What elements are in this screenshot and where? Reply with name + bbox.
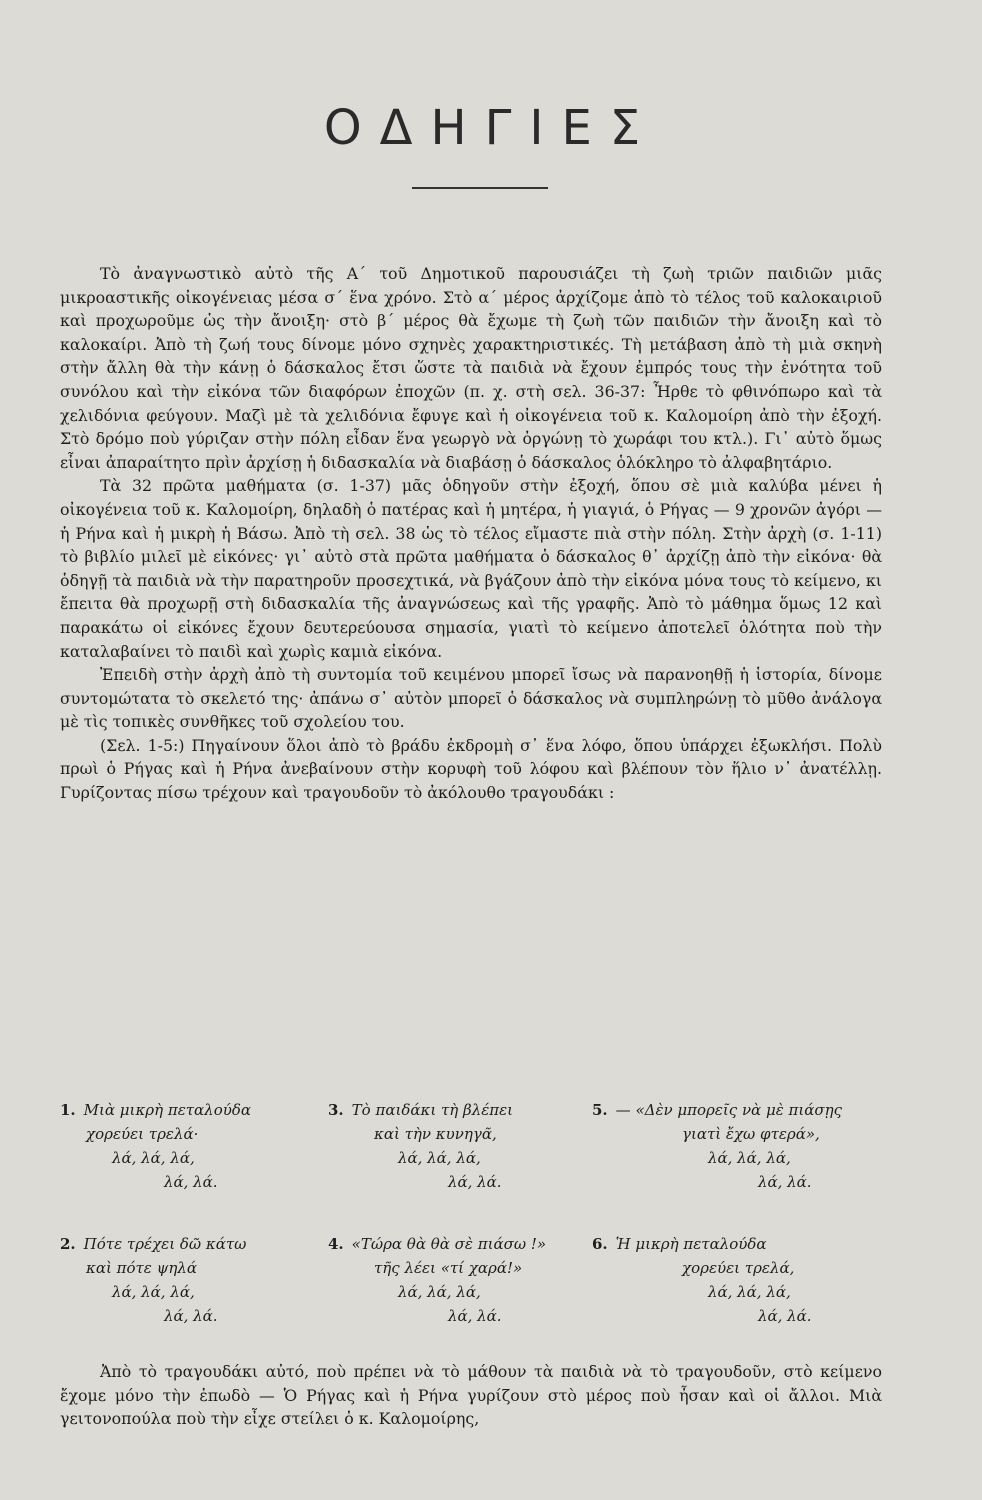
verse-line: λά, λά, λά,: [112, 1149, 195, 1167]
page-title: ΟΔΗΓΙΕΣ: [323, 100, 659, 156]
verse-number: 3.: [328, 1101, 344, 1119]
paragraph-3: Ἐπειδὴ στὴν ἀρχὴ ἀπὸ τὴ συντομία τοῦ κειμένου μπορεῖ ἴσως νὰ παρανοηθῇ ἡ ἱστορία, δίνομε συντομώτατα τὸ σκελετό της· ἀπάνω σ᾽ αὐτὸν μπορεῖ ὁ δάσκαλος νὰ συμπληρώνῃ τὸ μῦθο ἀνάλογα μὲ τὶς τοπικὲς συνθῆκες τοῦ σχολείου του.: [60, 665, 882, 732]
verse-line: καὶ τὴν κυνηγᾶ,: [374, 1125, 497, 1143]
verse-line: λά, λά.: [758, 1173, 812, 1191]
song-verse-3: [328, 1098, 598, 1194]
verse-line: χορεύει τρελά·: [86, 1125, 199, 1143]
paragraph-4: (Σελ. 1-5:) Πηγαίνουν ὅλοι ἀπὸ τὸ βράδυ ἐκδρομὴ σ᾽ ἕνα λόφο, ὅπου ὑπάρχει ἐξωκλήσι. Πολὺ πρωὶ ὁ Ρήγας καὶ ἡ Ρήνα ἀνεβαίνουν στὴν κορυφὴ τοῦ λόφου καὶ βλέπουν τὸν ἥλιο ν᾽ ἀνατέλλῃ. Γυρίζοντας πίσω τρέχουν καὶ τραγουδοῦν τὸ ἀκόλουθο τραγουδάκι :: [60, 735, 882, 803]
verse-line: λά, λά.: [164, 1307, 218, 1325]
verse-line: λά, λά.: [448, 1173, 502, 1191]
verse-line: λά, λά.: [758, 1307, 812, 1325]
verse-line: τῆς λέει «τί χαρά!»: [374, 1259, 523, 1277]
paragraph-1: Τὸ ἀναγνωστικὸ αὐτὸ τῆς Α΄ τοῦ Δημοτικοῦ παρουσιάζει τὴ ζωὴ τριῶν παιδιῶν μιᾶς μικροαστικῆς οἰκογένειας μέσα σ΄ ἕνα χρόνο. Στὸ α΄ μέρος ἀρχίζομε ἀπὸ τὸ τέλος τοῦ καλοκαιριοῦ καὶ προχωροῦμε ὡς τὴν ἄνοιξη· στὸ β΄ μέρος θὰ ἔχωμε τὴ ζωὴ τῶν παιδιῶν τὴν ἄνοιξη καὶ τὸ καλοκαίρι. Ἀπὸ τὴ ζωή τους δίνομε μόνο σχηνὲς χαρακτηριστικές. Τὴ μετάβαση ἀπὸ τὴ μιὰ σκηνὴ στὴν ἄλλη θὰ τὴν κάνῃ ὁ δάσκαλος ἔτσι ὥστε τὰ παιδιὰ νὰ ἔχουν ἐμπρός τους τὴν ἑνότητα τοῦ συνόλου καὶ τὴν εἰκόνα τῶν διαφόρων ἐποχῶν (π. χ. στὴ σελ. 36-37: Ἦρθε τὸ φθινόπωρο καὶ τὰ χελιδόνια φεύγουν. Μαζὶ μὲ τὰ χελιδόνια ἔφυγε καὶ ἡ οἰκογένεια τοῦ κ. Καλομοίρη ἀπὸ τὴν ἐξοχή. Στὸ δρόμο ποὺ γύριζαν στὴν πόλη εἶδαν ἕνα γεωργὸ νὰ ὀργώνῃ τὸ χωράφι του κτλ.). Γι᾽ αὐτὸ ὅμως εἶναι ἀπαραίτητο πρὶν ἀρχίσῃ ἡ διδασκαλία νὰ διαβάσῃ ὁ δάσκαλος ὁλόκληρο τὸ ἀλφαβητάριο.: [60, 264, 882, 472]
verse-line: λά, λά.: [164, 1173, 218, 1191]
verse-line: χορεύει τρελά,: [682, 1259, 795, 1277]
verse-line: «Τώρα θὰ θὰ σὲ πιάσω !»: [351, 1235, 547, 1253]
verse-number: 1.: [60, 1101, 76, 1119]
verse-number: 6.: [592, 1235, 608, 1253]
song-verse-5: [592, 1098, 862, 1194]
closing-text: [60, 1360, 882, 1431]
title-divider: [412, 187, 548, 189]
verse-number: 4.: [328, 1235, 344, 1253]
verse-line: γιατὶ ἔχω φτερά»,: [682, 1125, 820, 1143]
verse-line: Τὸ παιδάκι τὴ βλέπει: [351, 1101, 514, 1119]
closing-paragraph: Ἀπὸ τὸ τραγουδάκι αὐτό, ποὺ πρέπει νὰ τὸ μάθουν τὰ παιδιὰ νὰ τὸ τραγουδοῦν, στὸ κείμενο ἔχομε μόνο τὴν ἐπωδὸ — Ὁ Ρήγας καὶ ἡ Ρήνα γυρίζουν στὸ μέρος ποὺ ἦσαν καὶ οἱ ἄλλοι. Μιὰ γειτονοπούλα ποὺ τὴν εἶχε στείλει ὁ κ. Καλομοίρης,: [60, 1362, 882, 1429]
verse-line: λά, λά, λά,: [112, 1283, 195, 1301]
verse-line: Πότε τρέχει δῶ κάτω: [83, 1235, 247, 1253]
song-verse-4: [328, 1232, 598, 1328]
paragraph-2: Τὰ 32 πρῶτα μαθήματα (σ. 1-37) μᾶς ὁδηγοῦν στὴν ἐξοχή, ὅπου σὲ μιὰ καλύβα μένει ἡ οἰκογένεια τοῦ κ. Καλομοίρη, δηλαδὴ ὁ πατέρας καὶ ἡ μητέρα, ἡ γιαγιά, ὁ Ρήγας — 9 χρονῶν ἀγόρι — ἡ Ρήνα καὶ ἡ μικρὴ ἡ Βάσω. Ἀπὸ τὴ σελ. 38 ὡς τὸ τέλος εἴμαστε πιὰ στὴν πόλη. Στὴν ἀρχὴ (σ. 1-11) τὸ βιβλίο μιλεῖ μὲ εἰκόνες· γι᾽ αὐτὸ στὰ πρῶτα μαθήματα ὁ δάσκαλος θ᾽ ἀρχίζῃ ἀπὸ τὴν εἰκόνα· θὰ ὁδηγῇ τὰ παιδιὰ νὰ τὴν παρατηροῦν προσεχτικά, νὰ βγάζουν ἀπὸ τὴν εἰκόνα μόνα τους τὸ κείμενο, κι ἔπειτα θὰ προχωρῇ στὴ διδασκαλία τῆς ἀναγνώσεως καὶ τῆς γραφῆς. Ἀπὸ τὸ μάθημα ὅμως 12 καὶ παρακάτω οἱ εἰκόνες ἔχουν δευτερεύουσα σημασία, γιατὶ τὸ κείμενο ἀποτελεῖ ὁλότητα ποὺ τὴν καταλαβαίνει τὸ παιδὶ καὶ χωρὶς καμιὰ εἰκόνα.: [60, 476, 882, 661]
verse-line: Μιὰ μικρὴ πεταλούδα: [83, 1101, 252, 1119]
verse-line: λά, λά, λά,: [398, 1149, 481, 1167]
verse-number: 5.: [592, 1101, 608, 1119]
verse-line: λά, λά.: [448, 1307, 502, 1325]
verse-line: — «Δὲν μπορεῖς νὰ μὲ πιάσῃς: [615, 1101, 843, 1119]
instructions-body: [60, 262, 882, 805]
song-verse-1: [60, 1098, 330, 1194]
verse-line: καὶ πότε ψηλά: [86, 1259, 198, 1277]
song-verse-6: [592, 1232, 862, 1328]
song-verse-2: [60, 1232, 330, 1328]
verse-number: 2.: [60, 1235, 76, 1253]
verse-line: λά, λά, λά,: [708, 1283, 791, 1301]
verse-line: λά, λά, λά,: [398, 1283, 481, 1301]
verse-line: λά, λά, λά,: [708, 1149, 791, 1167]
verse-line: Ἡ μικρὴ πεταλούδα: [615, 1235, 767, 1253]
